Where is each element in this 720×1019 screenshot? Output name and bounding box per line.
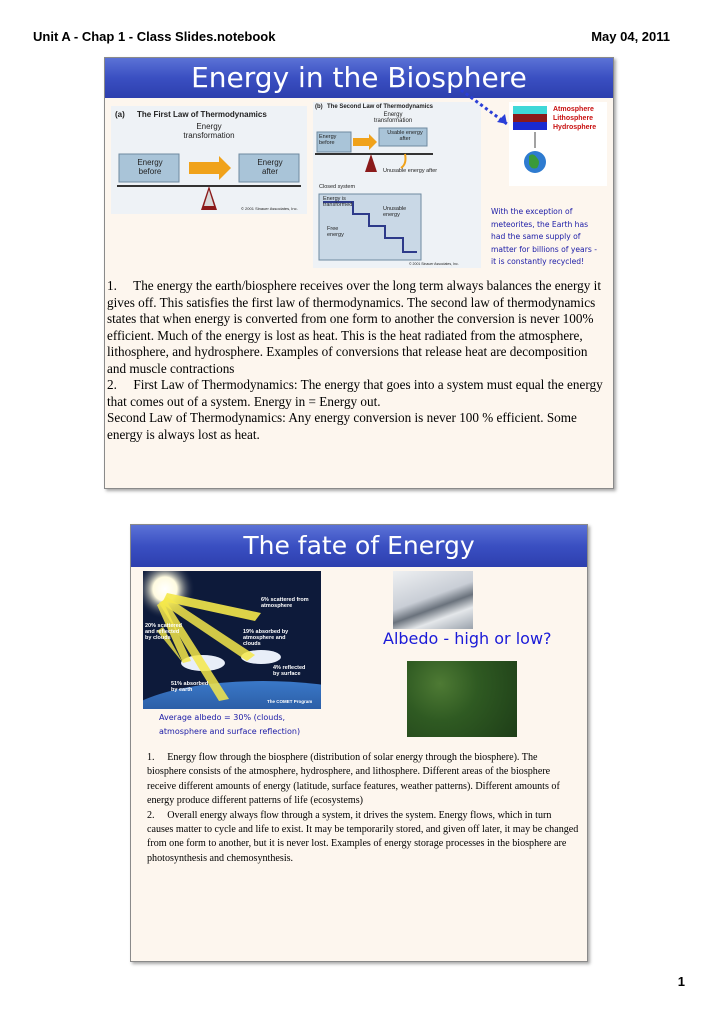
earth-icon (523, 132, 547, 182)
fig-a-center: Energy transformation (183, 122, 235, 140)
second-law-figure (313, 102, 481, 268)
paragraph: Second Law of Thermodynamics: Any energy conversion is never 100 % efficient. Some energy is always lost as heat. (107, 410, 577, 442)
fig-b-closed: Closed system (319, 184, 356, 190)
fig-a-label: (a) (115, 110, 125, 119)
fig-b-unusable: Unusable energy after (383, 168, 438, 174)
note-line: had the same supply of (491, 232, 581, 242)
dotted-arrow-icon (457, 86, 517, 132)
fig-a-before: Energy before (137, 158, 163, 176)
fig-b-label: (b) (315, 104, 323, 110)
lithosphere-swatch (513, 114, 547, 122)
albedo-note (159, 711, 300, 739)
label-absorbed-19: 19% absorbed by atmosphere and clouds (243, 629, 289, 647)
fig-b-usable: Usable energy after (387, 130, 423, 142)
header-date: May 04, 2011 (591, 29, 670, 44)
note-line: matter for billions of years - (491, 244, 597, 254)
slide-body-text (107, 278, 607, 443)
arrow-icon (189, 156, 231, 180)
fig-b-before: Energy before (319, 134, 337, 146)
note-line: With the exception of (491, 207, 573, 216)
hydrosphere-swatch (513, 122, 547, 130)
page-number: 1 (677, 974, 685, 989)
note-line: it is constantly recycled! (491, 257, 585, 267)
slide-fate-of-energy (130, 524, 588, 962)
albedo-question: Albedo - high or low? (383, 629, 552, 648)
paragraph: 2. First Law of Thermodynamics: The energy that goes into a system must equal the energy that comes out of a system. Energy in = Energy out. (107, 377, 603, 409)
forest-photo (407, 661, 517, 737)
hydrosphere-label: Hydrosphere (553, 124, 597, 131)
paragraph: 1. Energy flow through the biosphere (distribution of solar energy through the biosphere). The biosphere consists of the atmosphere, hydrosphere, and lithosphere. Different areas of the biosphere receive different amounts of energy (latitude, surface features, weather patterns). Different amounts of energy produce different patterns of life (ecosystems) (147, 752, 560, 807)
fig-b-free: Free energy (327, 226, 344, 238)
spheres-figure (509, 102, 607, 186)
label-reflected-4: 4% reflected by surface (273, 665, 306, 677)
fig-a-credit: © 2001 Sinauer Associates, Inc. (241, 206, 298, 211)
label-scattered-6: 6% scattered from atmosphere (261, 597, 309, 609)
atmosphere-swatch (513, 106, 547, 114)
slide-energy-in-biosphere (104, 57, 614, 489)
glacier-photo (393, 571, 473, 629)
header-title: Unit A - Chap 1 - Class Slides.notebook (33, 29, 276, 44)
diagram-credit: The COMET Program (267, 699, 313, 704)
fig-a-heading: The First Law of Thermodynamics (137, 110, 267, 119)
label-scattered-20: 20% scattered and reflected by clouds (145, 623, 182, 641)
slide-title: Energy in the Biosphere (105, 58, 613, 98)
lithosphere-label: Lithosphere (553, 115, 594, 122)
note-line: Average albedo = 30% (clouds, (159, 713, 286, 722)
paragraph: 1. The energy the earth/biosphere receives over the long term always balances the energy it gives off. This satisfies the first law of thermodynamics. The second law of thermodynamics states that when energy is converted from one form to another the conversion is never 100% efficient. Much of the energy is lost as heat. This is the heat radiated from the atmosphere, lithosphere, and hydrosphere. Examples of conversions that release heat are decomposition and muscle contractions (107, 278, 601, 376)
atmosphere-label: Atmosphere (553, 106, 594, 113)
fig-b-heading: The Second Law of Thermodynamics (327, 104, 434, 110)
paragraph: 2. Overall energy always flow through a system, it drives the system. Energy flows, which in turn causes matter to cycle and life to exist. It may be temporarily stored, and given off later, it may be changed from one form to another, but it is never lost. Examples of energy storage processes in the biosphere are photosynthesis and chemosynthesis. (147, 809, 579, 864)
solar-energy-diagram (143, 571, 321, 709)
fig-a-after: Energy after (257, 158, 283, 176)
fig-b-transformed: Energy is transformed (323, 196, 353, 208)
first-law-figure (111, 106, 307, 214)
note-line: meteorites, the Earth has (491, 219, 589, 229)
fig-b-center: Energy transformation (373, 112, 413, 124)
slide-body-text (147, 751, 579, 866)
note-line: atmosphere and surface reflection) (159, 727, 301, 736)
label-absorbed-51: 51% absorbed by earth (171, 681, 209, 693)
slide-title: The fate of Energy (131, 525, 587, 567)
fig-b-credit: © 2001 Sinauer Associates, Inc. (409, 262, 459, 266)
recycling-note (491, 206, 607, 269)
fig-b-unusable-energy: Unusable energy (383, 206, 407, 218)
